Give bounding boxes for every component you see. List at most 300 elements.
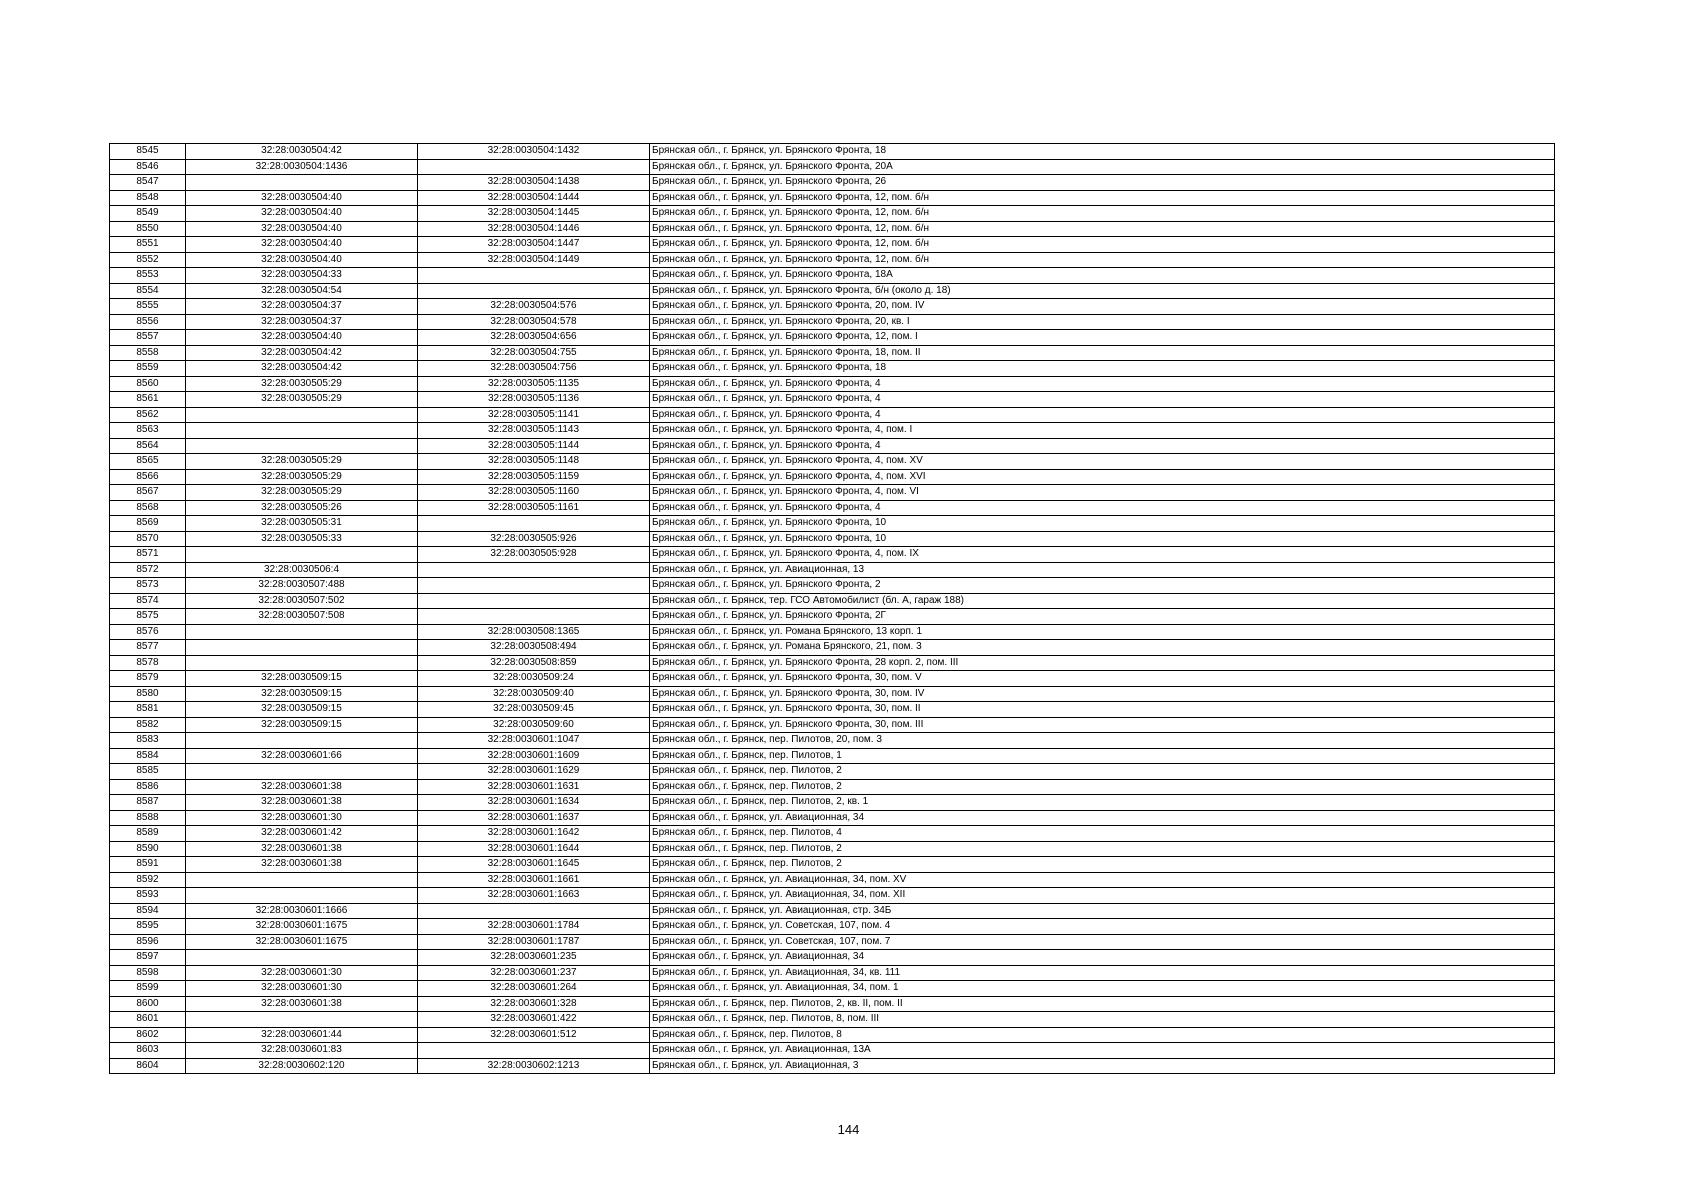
address-cell: Брянская обл., г. Брянск, ул. Брянского Фронта, 10: [650, 531, 1555, 547]
object-cadastral-number-cell: 32:28:0030504:1444: [418, 190, 650, 206]
table-row: [110, 221, 1555, 237]
object-cadastral-number-cell: 32:28:0030601:1637: [418, 810, 650, 826]
land-cadastral-number-cell: 32:28:0030601:38: [186, 857, 418, 873]
table-row: [110, 671, 1555, 687]
row-number-cell: 8583: [110, 733, 186, 749]
object-cadastral-number-cell: [418, 159, 650, 175]
table-row: [110, 640, 1555, 656]
table-row: [110, 609, 1555, 625]
table-row: [110, 1027, 1555, 1043]
table-row: [110, 934, 1555, 950]
registry-table: [109, 143, 1555, 1074]
land-cadastral-number-cell: 32:28:0030505:26: [186, 500, 418, 516]
object-cadastral-number-cell: 32:28:0030505:1160: [418, 485, 650, 501]
address-cell: Брянская обл., г. Брянск, ул. Брянского Фронта, 20А: [650, 159, 1555, 175]
object-cadastral-number-cell: 32:28:0030601:1047: [418, 733, 650, 749]
land-cadastral-number-cell: 32:28:0030504:54: [186, 283, 418, 299]
address-cell: Брянская обл., г. Брянск, ул. Романа Брянского, 13 корп. 1: [650, 624, 1555, 640]
row-number-cell: 8568: [110, 500, 186, 516]
row-number-cell: 8596: [110, 934, 186, 950]
object-cadastral-number-cell: 32:28:0030505:1161: [418, 500, 650, 516]
object-cadastral-number-cell: 32:28:0030504:1432: [418, 144, 650, 160]
table-row: [110, 996, 1555, 1012]
table-row: [110, 717, 1555, 733]
address-cell: Брянская обл., г. Брянск, ул. Брянского Фронта, 12, пом. б/н: [650, 190, 1555, 206]
object-cadastral-number-cell: 32:28:0030509:24: [418, 671, 650, 687]
address-cell: Брянская обл., г. Брянск, пер. Пилотов, 2, кв. II, пом. II: [650, 996, 1555, 1012]
row-number-cell: 8591: [110, 857, 186, 873]
row-number-cell: 8590: [110, 841, 186, 857]
address-cell: Брянская обл., г. Брянск, ул. Авиационная, 34, пом. 1: [650, 981, 1555, 997]
object-cadastral-number-cell: 32:28:0030601:1787: [418, 934, 650, 950]
table-row: [110, 624, 1555, 640]
object-cadastral-number-cell: [418, 268, 650, 284]
table-row: [110, 175, 1555, 191]
address-cell: Брянская обл., г. Брянск, пер. Пилотов, 2: [650, 857, 1555, 873]
row-number-cell: 8597: [110, 950, 186, 966]
table-row: [110, 237, 1555, 253]
land-cadastral-number-cell: [186, 175, 418, 191]
land-cadastral-number-cell: 32:28:0030505:33: [186, 531, 418, 547]
row-number-cell: 8581: [110, 702, 186, 718]
row-number-cell: 8602: [110, 1027, 186, 1043]
address-cell: Брянская обл., г. Брянск, ул. Брянского Фронта, 4: [650, 500, 1555, 516]
address-cell: Брянская обл., г. Брянск, пер. Пилотов, 2: [650, 764, 1555, 780]
object-cadastral-number-cell: 32:28:0030601:1644: [418, 841, 650, 857]
table-row: [110, 392, 1555, 408]
table-row: [110, 748, 1555, 764]
row-number-cell: 8578: [110, 655, 186, 671]
row-number-cell: 8594: [110, 903, 186, 919]
address-cell: Брянская обл., г. Брянск, ул. Брянского Фронта, 30, пом. III: [650, 717, 1555, 733]
object-cadastral-number-cell: 32:28:0030601:1629: [418, 764, 650, 780]
row-number-cell: 8571: [110, 547, 186, 563]
table-row: [110, 857, 1555, 873]
land-cadastral-number-cell: [186, 640, 418, 656]
table-row: [110, 144, 1555, 160]
land-cadastral-number-cell: 32:28:0030504:37: [186, 314, 418, 330]
address-cell: Брянская обл., г. Брянск, ул. Брянского Фронта, 4, пом. XVI: [650, 469, 1555, 485]
land-cadastral-number-cell: 32:28:0030504:1436: [186, 159, 418, 175]
row-number-cell: 8600: [110, 996, 186, 1012]
object-cadastral-number-cell: 32:28:0030504:576: [418, 299, 650, 315]
land-cadastral-number-cell: [186, 764, 418, 780]
land-cadastral-number-cell: [186, 872, 418, 888]
object-cadastral-number-cell: 32:28:0030601:1661: [418, 872, 650, 888]
land-cadastral-number-cell: [186, 1012, 418, 1028]
address-cell: Брянская обл., г. Брянск, ул. Брянского Фронта, б/н (около д. 18): [650, 283, 1555, 299]
address-cell: Брянская обл., г. Брянск, ул. Брянского Фронта, 18: [650, 144, 1555, 160]
object-cadastral-number-cell: [418, 903, 650, 919]
object-cadastral-number-cell: 32:28:0030504:1447: [418, 237, 650, 253]
land-cadastral-number-cell: 32:28:0030504:42: [186, 144, 418, 160]
row-number-cell: 8579: [110, 671, 186, 687]
table-row: [110, 252, 1555, 268]
address-cell: Брянская обл., г. Брянск, ул. Брянского Фронта, 18, пом. II: [650, 345, 1555, 361]
land-cadastral-number-cell: 32:28:0030601:30: [186, 810, 418, 826]
table-row: [110, 702, 1555, 718]
land-cadastral-number-cell: 32:28:0030601:1675: [186, 919, 418, 935]
object-cadastral-number-cell: [418, 283, 650, 299]
object-cadastral-number-cell: 32:28:0030601:264: [418, 981, 650, 997]
object-cadastral-number-cell: 32:28:0030509:45: [418, 702, 650, 718]
address-cell: Брянская обл., г. Брянск, ул. Авиационная, 13: [650, 562, 1555, 578]
address-cell: Брянская обл., г. Брянск, ул. Брянского Фронта, 4: [650, 407, 1555, 423]
table-row: [110, 159, 1555, 175]
object-cadastral-number-cell: 32:28:0030508:494: [418, 640, 650, 656]
object-cadastral-number-cell: 32:28:0030504:1438: [418, 175, 650, 191]
address-cell: Брянская обл., г. Брянск, пер. Пилотов, 20, пом. 3: [650, 733, 1555, 749]
address-cell: Брянская обл., г. Брянск, ул. Авиационная, 34: [650, 810, 1555, 826]
table-row: [110, 407, 1555, 423]
address-cell: Брянская обл., г. Брянск, ул. Авиационная, 3: [650, 1058, 1555, 1074]
table-row: [110, 438, 1555, 454]
table-row: [110, 547, 1555, 563]
table-row: [110, 779, 1555, 795]
land-cadastral-number-cell: 32:28:0030601:44: [186, 1027, 418, 1043]
row-number-cell: 8556: [110, 314, 186, 330]
row-number-cell: 8574: [110, 593, 186, 609]
object-cadastral-number-cell: 32:28:0030601:1645: [418, 857, 650, 873]
object-cadastral-number-cell: 32:28:0030509:60: [418, 717, 650, 733]
address-cell: Брянская обл., г. Брянск, ул. Авиационная, 13А: [650, 1043, 1555, 1059]
row-number-cell: 8566: [110, 469, 186, 485]
row-number-cell: 8601: [110, 1012, 186, 1028]
table-row: [110, 733, 1555, 749]
object-cadastral-number-cell: [418, 593, 650, 609]
address-cell: Брянская обл., г. Брянск, ул. Брянского Фронта, 12, пом. б/н: [650, 206, 1555, 222]
land-cadastral-number-cell: 32:28:0030601:38: [186, 996, 418, 1012]
land-cadastral-number-cell: [186, 655, 418, 671]
address-cell: Брянская обл., г. Брянск, ул. Брянского Фронта, 12, пом. I: [650, 330, 1555, 346]
table-row: [110, 206, 1555, 222]
object-cadastral-number-cell: 32:28:0030602:1213: [418, 1058, 650, 1074]
object-cadastral-number-cell: 32:28:0030504:755: [418, 345, 650, 361]
address-cell: Брянская обл., г. Брянск, ул. Брянского Фронта, 4, пом. XV: [650, 454, 1555, 470]
address-cell: Брянская обл., г. Брянск, ул. Романа Брянского, 21, пом. 3: [650, 640, 1555, 656]
object-cadastral-number-cell: 32:28:0030601:235: [418, 950, 650, 966]
object-cadastral-number-cell: 32:28:0030504:578: [418, 314, 650, 330]
row-number-cell: 8547: [110, 175, 186, 191]
land-cadastral-number-cell: 32:28:0030506:4: [186, 562, 418, 578]
table-row: [110, 826, 1555, 842]
land-cadastral-number-cell: 32:28:0030505:29: [186, 376, 418, 392]
table-row: [110, 903, 1555, 919]
table-row: [110, 872, 1555, 888]
row-number-cell: 8569: [110, 516, 186, 532]
land-cadastral-number-cell: 32:28:0030507:508: [186, 609, 418, 625]
row-number-cell: 8570: [110, 531, 186, 547]
table-row: [110, 841, 1555, 857]
table-row: [110, 299, 1555, 315]
land-cadastral-number-cell: 32:28:0030504:40: [186, 206, 418, 222]
row-number-cell: 8546: [110, 159, 186, 175]
object-cadastral-number-cell: 32:28:0030505:1159: [418, 469, 650, 485]
row-number-cell: 8604: [110, 1058, 186, 1074]
address-cell: Брянская обл., г. Брянск, ул. Авиационная, 34, пом. XV: [650, 872, 1555, 888]
land-cadastral-number-cell: 32:28:0030504:40: [186, 237, 418, 253]
address-cell: Брянская обл., г. Брянск, пер. Пилотов, 2: [650, 841, 1555, 857]
row-number-cell: 8559: [110, 361, 186, 377]
row-number-cell: 8576: [110, 624, 186, 640]
object-cadastral-number-cell: 32:28:0030504:1449: [418, 252, 650, 268]
address-cell: Брянская обл., г. Брянск, ул. Брянского Фронта, 12, пом. б/н: [650, 237, 1555, 253]
table-row: [110, 268, 1555, 284]
land-cadastral-number-cell: 32:28:0030601:83: [186, 1043, 418, 1059]
land-cadastral-number-cell: 32:28:0030509:15: [186, 717, 418, 733]
land-cadastral-number-cell: [186, 950, 418, 966]
table-row: [110, 485, 1555, 501]
address-cell: Брянская обл., г. Брянск, ул. Брянского Фронта, 4, пом. IX: [650, 547, 1555, 563]
row-number-cell: 8593: [110, 888, 186, 904]
table-row: [110, 283, 1555, 299]
object-cadastral-number-cell: 32:28:0030505:1135: [418, 376, 650, 392]
address-cell: Брянская обл., г. Брянск, ул. Брянского Фронта, 4, пом. VI: [650, 485, 1555, 501]
land-cadastral-number-cell: 32:28:0030504:42: [186, 361, 418, 377]
land-cadastral-number-cell: 32:28:0030504:40: [186, 190, 418, 206]
land-cadastral-number-cell: 32:28:0030509:15: [186, 686, 418, 702]
land-cadastral-number-cell: 32:28:0030601:66: [186, 748, 418, 764]
object-cadastral-number-cell: 32:28:0030505:1148: [418, 454, 650, 470]
table-row: [110, 1012, 1555, 1028]
object-cadastral-number-cell: 32:28:0030601:1663: [418, 888, 650, 904]
registry-table-body: [110, 144, 1555, 1074]
table-row: [110, 950, 1555, 966]
address-cell: Брянская обл., г. Брянск, ул. Брянского Фронта, 4: [650, 438, 1555, 454]
row-number-cell: 8563: [110, 423, 186, 439]
table-row: [110, 500, 1555, 516]
land-cadastral-number-cell: [186, 888, 418, 904]
row-number-cell: 8545: [110, 144, 186, 160]
row-number-cell: 8586: [110, 779, 186, 795]
row-number-cell: 8557: [110, 330, 186, 346]
land-cadastral-number-cell: 32:28:0030601:1675: [186, 934, 418, 950]
land-cadastral-number-cell: 32:28:0030507:502: [186, 593, 418, 609]
object-cadastral-number-cell: 32:28:0030601:1642: [418, 826, 650, 842]
address-cell: Брянская обл., г. Брянск, тер. ГСО Автомобилист (бл. А, гараж 188): [650, 593, 1555, 609]
land-cadastral-number-cell: [186, 733, 418, 749]
address-cell: Брянская обл., г. Брянск, ул. Авиационная, 34, пом. XII: [650, 888, 1555, 904]
table-row: [110, 330, 1555, 346]
address-cell: Брянская обл., г. Брянск, ул. Авиационная, 34: [650, 950, 1555, 966]
row-number-cell: 8587: [110, 795, 186, 811]
table-row: [110, 376, 1555, 392]
row-number-cell: 8554: [110, 283, 186, 299]
row-number-cell: 8548: [110, 190, 186, 206]
address-cell: Брянская обл., г. Брянск, ул. Брянского Фронта, 10: [650, 516, 1555, 532]
land-cadastral-number-cell: 32:28:0030505:29: [186, 454, 418, 470]
row-number-cell: 8599: [110, 981, 186, 997]
land-cadastral-number-cell: 32:28:0030505:29: [186, 469, 418, 485]
object-cadastral-number-cell: [418, 516, 650, 532]
row-number-cell: 8584: [110, 748, 186, 764]
land-cadastral-number-cell: 32:28:0030601:38: [186, 779, 418, 795]
object-cadastral-number-cell: [418, 578, 650, 594]
object-cadastral-number-cell: 32:28:0030601:1784: [418, 919, 650, 935]
address-cell: Брянская обл., г. Брянск, пер. Пилотов, 4: [650, 826, 1555, 842]
row-number-cell: 8585: [110, 764, 186, 780]
land-cadastral-number-cell: 32:28:0030507:488: [186, 578, 418, 594]
row-number-cell: 8598: [110, 965, 186, 981]
table-row: [110, 593, 1555, 609]
address-cell: Брянская обл., г. Брянск, ул. Брянского Фронта, 30, пом. IV: [650, 686, 1555, 702]
land-cadastral-number-cell: 32:28:0030601:1666: [186, 903, 418, 919]
land-cadastral-number-cell: 32:28:0030601:38: [186, 795, 418, 811]
land-cadastral-number-cell: 32:28:0030509:15: [186, 702, 418, 718]
address-cell: Брянская обл., г. Брянск, пер. Пилотов, 8: [650, 1027, 1555, 1043]
address-cell: Брянская обл., г. Брянск, ул. Брянского Фронта, 12, пом. б/н: [650, 252, 1555, 268]
address-cell: Брянская обл., г. Брянск, ул. Брянского Фронта, 12, пом. б/н: [650, 221, 1555, 237]
object-cadastral-number-cell: 32:28:0030504:1445: [418, 206, 650, 222]
land-cadastral-number-cell: 32:28:0030504:37: [186, 299, 418, 315]
address-cell: Брянская обл., г. Брянск, пер. Пилотов, 2, кв. 1: [650, 795, 1555, 811]
table-row: [110, 795, 1555, 811]
land-cadastral-number-cell: 32:28:0030504:33: [186, 268, 418, 284]
row-number-cell: 8575: [110, 609, 186, 625]
object-cadastral-number-cell: 32:28:0030505:928: [418, 547, 650, 563]
table-row: [110, 686, 1555, 702]
land-cadastral-number-cell: 32:28:0030505:31: [186, 516, 418, 532]
row-number-cell: 8572: [110, 562, 186, 578]
row-number-cell: 8592: [110, 872, 186, 888]
land-cadastral-number-cell: 32:28:0030602:120: [186, 1058, 418, 1074]
address-cell: Брянская обл., г. Брянск, ул. Брянского Фронта, 20, кв. I: [650, 314, 1555, 330]
row-number-cell: 8580: [110, 686, 186, 702]
land-cadastral-number-cell: [186, 407, 418, 423]
row-number-cell: 8550: [110, 221, 186, 237]
address-cell: Брянская обл., г. Брянск, ул. Брянского Фронта, 20, пом. IV: [650, 299, 1555, 315]
address-cell: Брянская обл., г. Брянск, ул. Советская, 107, пом. 4: [650, 919, 1555, 935]
row-number-cell: 8561: [110, 392, 186, 408]
table-row: [110, 190, 1555, 206]
row-number-cell: 8577: [110, 640, 186, 656]
row-number-cell: 8588: [110, 810, 186, 826]
table-row: [110, 888, 1555, 904]
land-cadastral-number-cell: 32:28:0030509:15: [186, 671, 418, 687]
object-cadastral-number-cell: 32:28:0030505:1144: [418, 438, 650, 454]
address-cell: Брянская обл., г. Брянск, ул. Брянского Фронта, 26: [650, 175, 1555, 191]
object-cadastral-number-cell: 32:28:0030601:328: [418, 996, 650, 1012]
address-cell: Брянская обл., г. Брянск, ул. Брянского Фронта, 2Г: [650, 609, 1555, 625]
address-cell: Брянская обл., г. Брянск, ул. Брянского Фронта, 4, пом. I: [650, 423, 1555, 439]
land-cadastral-number-cell: 32:28:0030601:38: [186, 841, 418, 857]
table-row: [110, 764, 1555, 780]
address-cell: Брянская обл., г. Брянск, ул. Авиационная, 34, кв. 111: [650, 965, 1555, 981]
table-row: [110, 345, 1555, 361]
land-cadastral-number-cell: 32:28:0030601:42: [186, 826, 418, 842]
address-cell: Брянская обл., г. Брянск, ул. Советская, 107, пом. 7: [650, 934, 1555, 950]
table-row: [110, 1058, 1555, 1074]
row-number-cell: 8603: [110, 1043, 186, 1059]
land-cadastral-number-cell: 32:28:0030601:30: [186, 965, 418, 981]
row-number-cell: 8565: [110, 454, 186, 470]
address-cell: Брянская обл., г. Брянск, пер. Пилотов, 8, пом. III: [650, 1012, 1555, 1028]
row-number-cell: 8560: [110, 376, 186, 392]
address-cell: Брянская обл., г. Брянск, ул. Брянского Фронта, 18: [650, 361, 1555, 377]
row-number-cell: 8589: [110, 826, 186, 842]
address-cell: Брянская обл., г. Брянск, ул. Авиационная, стр. 34Б: [650, 903, 1555, 919]
land-cadastral-number-cell: 32:28:0030504:42: [186, 345, 418, 361]
table-row: [110, 965, 1555, 981]
object-cadastral-number-cell: 32:28:0030601:1631: [418, 779, 650, 795]
table-row: [110, 314, 1555, 330]
object-cadastral-number-cell: 32:28:0030601:237: [418, 965, 650, 981]
table-row: [110, 981, 1555, 997]
table-row: [110, 562, 1555, 578]
land-cadastral-number-cell: [186, 423, 418, 439]
object-cadastral-number-cell: 32:28:0030504:1446: [418, 221, 650, 237]
object-cadastral-number-cell: 32:28:0030508:859: [418, 655, 650, 671]
table-row: [110, 919, 1555, 935]
table-row: [110, 423, 1555, 439]
row-number-cell: 8562: [110, 407, 186, 423]
table-row: [110, 454, 1555, 470]
land-cadastral-number-cell: [186, 547, 418, 563]
address-cell: Брянская обл., г. Брянск, ул. Брянского Фронта, 4: [650, 392, 1555, 408]
page-number: 144: [837, 1122, 860, 1137]
address-cell: Брянская обл., г. Брянск, ул. Брянского Фронта, 30, пом. V: [650, 671, 1555, 687]
table-row: [110, 810, 1555, 826]
address-cell: Брянская обл., г. Брянск, ул. Брянского Фронта, 2: [650, 578, 1555, 594]
table-row: [110, 578, 1555, 594]
address-cell: Брянская обл., г. Брянск, ул. Брянского Фронта, 28 корп. 2, пом. III: [650, 655, 1555, 671]
row-number-cell: 8567: [110, 485, 186, 501]
object-cadastral-number-cell: 32:28:0030601:422: [418, 1012, 650, 1028]
land-cadastral-number-cell: 32:28:0030505:29: [186, 485, 418, 501]
object-cadastral-number-cell: 32:28:0030504:656: [418, 330, 650, 346]
table-row: [110, 531, 1555, 547]
land-cadastral-number-cell: 32:28:0030504:40: [186, 330, 418, 346]
row-number-cell: 8573: [110, 578, 186, 594]
address-cell: Брянская обл., г. Брянск, ул. Брянского Фронта, 30, пом. II: [650, 702, 1555, 718]
row-number-cell: 8595: [110, 919, 186, 935]
table-row: [110, 1043, 1555, 1059]
table-row: [110, 655, 1555, 671]
object-cadastral-number-cell: 32:28:0030601:1634: [418, 795, 650, 811]
row-number-cell: 8549: [110, 206, 186, 222]
row-number-cell: 8553: [110, 268, 186, 284]
object-cadastral-number-cell: [418, 1043, 650, 1059]
address-cell: Брянская обл., г. Брянск, пер. Пилотов, 1: [650, 748, 1555, 764]
table-row: [110, 516, 1555, 532]
object-cadastral-number-cell: 32:28:0030505:926: [418, 531, 650, 547]
row-number-cell: 8555: [110, 299, 186, 315]
land-cadastral-number-cell: [186, 624, 418, 640]
object-cadastral-number-cell: 32:28:0030505:1141: [418, 407, 650, 423]
object-cadastral-number-cell: 32:28:0030601:512: [418, 1027, 650, 1043]
land-cadastral-number-cell: 32:28:0030601:30: [186, 981, 418, 997]
table-row: [110, 361, 1555, 377]
land-cadastral-number-cell: 32:28:0030505:29: [186, 392, 418, 408]
land-cadastral-number-cell: 32:28:0030504:40: [186, 252, 418, 268]
object-cadastral-number-cell: 32:28:0030509:40: [418, 686, 650, 702]
row-number-cell: 8558: [110, 345, 186, 361]
object-cadastral-number-cell: [418, 609, 650, 625]
row-number-cell: 8582: [110, 717, 186, 733]
table-row: [110, 469, 1555, 485]
object-cadastral-number-cell: 32:28:0030508:1365: [418, 624, 650, 640]
address-cell: Брянская обл., г. Брянск, ул. Брянского Фронта, 18А: [650, 268, 1555, 284]
land-cadastral-number-cell: [186, 438, 418, 454]
object-cadastral-number-cell: 32:28:0030505:1136: [418, 392, 650, 408]
land-cadastral-number-cell: 32:28:0030504:40: [186, 221, 418, 237]
row-number-cell: 8551: [110, 237, 186, 253]
address-cell: Брянская обл., г. Брянск, ул. Брянского Фронта, 4: [650, 376, 1555, 392]
object-cadastral-number-cell: 32:28:0030505:1143: [418, 423, 650, 439]
row-number-cell: 8552: [110, 252, 186, 268]
row-number-cell: 8564: [110, 438, 186, 454]
object-cadastral-number-cell: 32:28:0030601:1609: [418, 748, 650, 764]
